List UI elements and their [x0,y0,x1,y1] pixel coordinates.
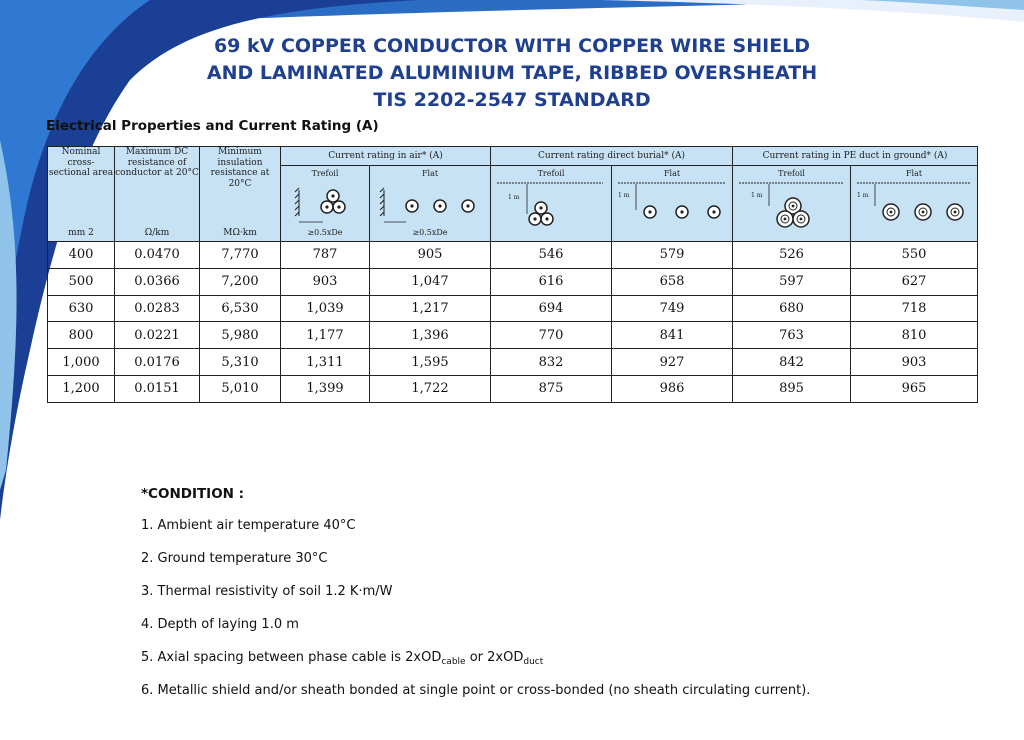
condition-item-6: 6. Metallic shield and/or sheath bonded at single point or cross-bonded (no sheath circulating current). [141,683,811,698]
table-cell: 1,047 [370,268,491,295]
air-trefoil-label: Trefoil [311,169,339,178]
burial-flat-diagram [612,166,732,241]
header-air-trefoil [281,166,370,242]
table-cell: 1,200 [48,375,115,402]
table-cell: 1,039 [281,295,370,322]
table-cell: 1,722 [370,375,491,402]
burial-trefoil-label: Trefoil [537,169,565,178]
condition-item-5-sub-cable: cable [441,657,466,667]
table-cell: 841 [612,322,733,349]
table-row [48,295,978,322]
table-cell: 800 [48,322,115,349]
header-nominal-unit: mm 2 [68,227,94,238]
table-row [48,375,978,402]
conditions-heading: *CONDITION : [141,486,245,502]
table-cell: 1,311 [281,349,370,376]
header-air-flat [370,166,491,242]
header-group-air: Current rating in air* (A) [281,147,491,166]
table-cell: 5,980 [200,322,281,349]
burial-flat-label: Flat [663,169,681,178]
table-row [48,268,978,295]
table-cell: 546 [491,242,612,269]
header-ins-label: Minimum insulation resistance at 20°C [210,147,270,189]
table-row [48,242,978,269]
burial-trefoil-diagram [491,166,611,241]
title-line-2: AND LAMINATED ALUMINIUM TAPE, RIBBED OVERSHEATH [206,62,818,84]
header-dc-unit: Ω/km [144,227,170,238]
table-cell: 763 [733,322,851,349]
header-insulation-resistance [200,147,281,242]
table-cell: 400 [48,242,115,269]
section-heading: Electrical Properties and Current Rating (A) [46,118,379,134]
condition-item-5-sub-duct: duct [523,657,544,667]
duct-trefoil-diagram [733,166,851,241]
header-nominal-label: Nominal cross-sectional area [48,147,114,178]
header-group-duct: Current rating in PE duct in ground* (A) [733,147,978,166]
condition-item-3: 3. Thermal resistivity of soil 1.2 K·m/W [141,584,393,599]
title-line-3: TIS 2202-2547 STANDARD [373,89,651,111]
table-cell: 579 [612,242,733,269]
table-cell: 1,177 [281,322,370,349]
table-cell: 718 [851,295,978,322]
table-cell: 875 [491,375,612,402]
duct-flat-depth: 1 m [857,192,869,199]
table-cell: 0.0470 [115,242,200,269]
header-ins-unit: MΩ·km [223,227,257,238]
table-cell: 0.0283 [115,295,200,322]
table-cell: 903 [281,268,370,295]
condition-item-5-prefix: 5. Axial spacing between phase cable is 2xOD [141,650,442,665]
table-cell: 0.0366 [115,268,200,295]
table-cell: 0.0221 [115,322,200,349]
condition-item-5-mid: or 2xOD [465,650,524,665]
table-cell: 658 [612,268,733,295]
header-dc-resistance [115,147,200,242]
duct-flat-label: Flat [905,169,923,178]
table-cell: 5,310 [200,349,281,376]
title-line-1: 69 kV COPPER CONDUCTOR WITH COPPER WIRE SHIELD [213,35,811,57]
table-cell: 1,000 [48,349,115,376]
table-cell: 627 [851,268,978,295]
air-flat-label: Flat [421,169,439,178]
burial-flat-depth: 1 m [618,192,630,199]
table-cell: 500 [48,268,115,295]
table-row [48,349,978,376]
table-cell: 597 [733,268,851,295]
header-group-burial: Current rating direct burial* (A) [491,147,733,166]
table-cell: 5,010 [200,375,281,402]
table-cell: 1,217 [370,295,491,322]
electrical-properties-table [47,146,978,403]
table-cell: 616 [491,268,612,295]
header-duct-flat [851,166,978,242]
table-cell: 630 [48,295,115,322]
header-burial-flat [612,166,733,242]
table-cell: 1,595 [370,349,491,376]
table-cell: 6,530 [200,295,281,322]
table-cell: 810 [851,322,978,349]
table-cell: 832 [491,349,612,376]
table-cell: 749 [612,295,733,322]
condition-item-4: 4. Depth of laying 1.0 m [141,617,299,632]
table-cell: 1,399 [281,375,370,402]
table-cell: 770 [491,322,612,349]
table-cell: 986 [612,375,733,402]
table-cell: 1,396 [370,322,491,349]
table-cell: 0.0151 [115,375,200,402]
condition-item-5 [141,650,543,667]
table-cell: 694 [491,295,612,322]
table-cell: 895 [733,375,851,402]
table-cell: 787 [281,242,370,269]
condition-item-2: 2. Ground temperature 30°C [141,551,328,566]
table-cell: 927 [612,349,733,376]
table-cell: 526 [733,242,851,269]
duct-trefoil-label: Trefoil [778,169,805,178]
header-nominal-area [48,147,115,242]
header-duct-trefoil [733,166,851,242]
air-flat-spacing: ≥0.5xDe [412,227,448,237]
table-cell: 965 [851,375,978,402]
header-dc-label: Maximum DC resistance of conductor at 20°C [115,147,199,178]
table-cell: 842 [733,349,851,376]
header-burial-trefoil [491,166,612,242]
table-row [48,322,978,349]
table-cell: 903 [851,349,978,376]
table-cell: 680 [733,295,851,322]
table-cell: 550 [851,242,978,269]
burial-trefoil-depth: 1 m [508,194,520,201]
condition-item-1: 1. Ambient air temperature 40°C [141,518,356,533]
table-cell: 905 [370,242,491,269]
duct-trefoil-depth: 1 m [751,192,763,199]
air-trefoil-spacing: ≥0.5xDe [307,227,343,237]
duct-flat-diagram [851,166,977,241]
table-cell: 7,200 [200,268,281,295]
table-cell: 0.0176 [115,349,200,376]
table-cell: 7,770 [200,242,281,269]
